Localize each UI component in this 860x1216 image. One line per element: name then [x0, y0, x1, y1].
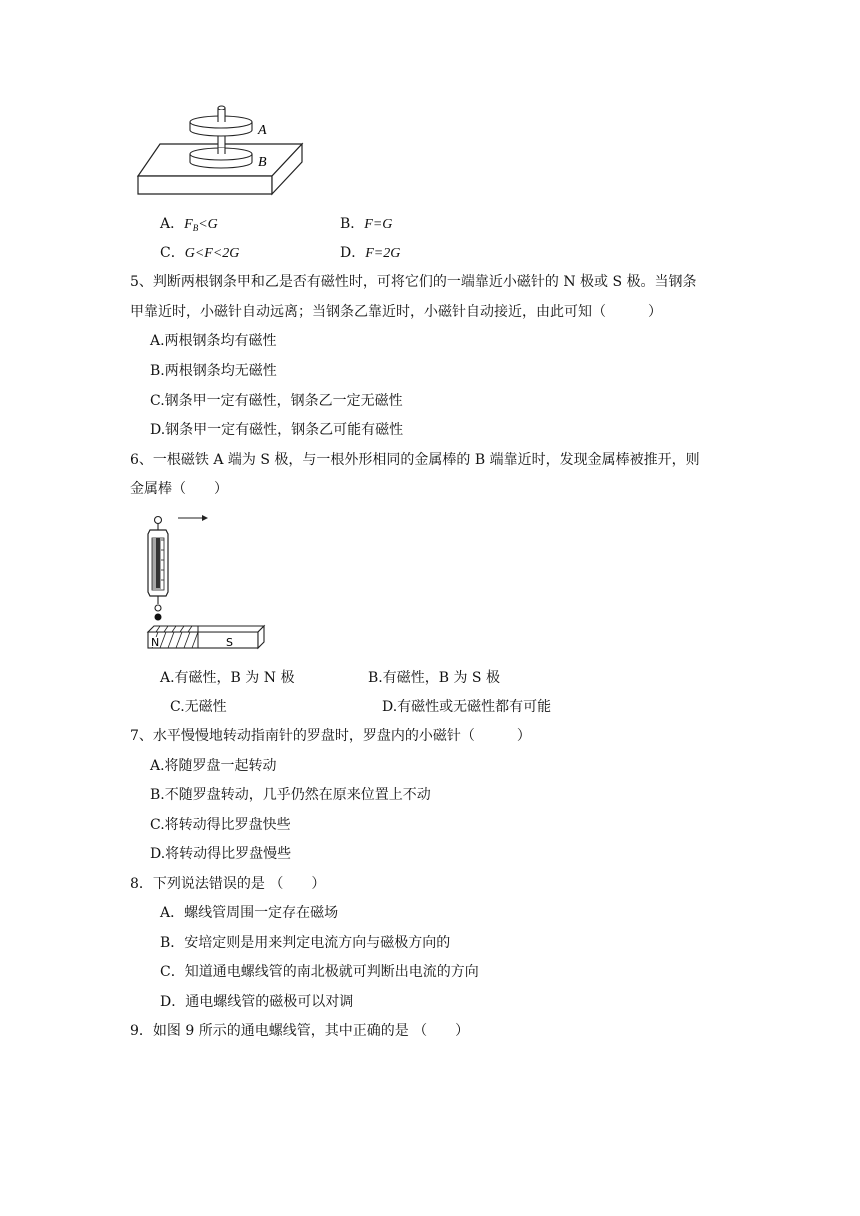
spring-balance-figure	[138, 512, 278, 662]
q5-stem-line2: 甲靠近时，小磁针自动远离；当钢条乙靠近时，小磁针自动接近，由此可知（ ）	[130, 304, 662, 320]
q9-stem: 9．如图 9 所示的通电螺线管，其中正确的是 （ ）	[130, 1023, 470, 1039]
label-a: A	[258, 123, 267, 138]
q7-option-c: C.将转动得比罗盘快些	[150, 817, 291, 833]
q5-option-d: D.钢条甲一定有磁性，钢条乙可能有磁性	[150, 422, 404, 438]
q6-stem-line1: 6、一根磁铁 A 端为 S 极，与一根外形相同的金属棒的 B 端靠近时，发现金属棒被推开，则	[130, 452, 700, 468]
q7-option-d: D.将转动得比罗盘慢些	[150, 846, 292, 862]
q6-stem-line2: 金属棒（ ）	[130, 481, 228, 497]
q8-option-d: D．通电螺线管的磁极可以对调	[160, 994, 354, 1010]
q8-stem: 8．下列说法错误的是 （ ）	[130, 876, 326, 892]
q4-option-d: D．F=2G	[340, 245, 401, 261]
label-b: B	[258, 155, 267, 170]
ring-magnet-figure	[130, 96, 310, 206]
q5-stem-line1: 5、判断两根钢条甲和乙是否有磁性时，可将它们的一端靠近小磁针的 N 极或 S 极。当钢条	[130, 274, 697, 290]
q6-option-a: A.有磁性，B 为 N 极	[160, 670, 295, 686]
q6-option-b: B.有磁性，B 为 S 极	[368, 670, 500, 686]
q4-option-c: C．G<F<2G	[160, 245, 240, 261]
q7-option-a: A.将随罗盘一起转动	[150, 758, 277, 774]
q8-option-b: B．安培定则是用来判定电流方向与磁极方向的	[160, 935, 451, 951]
q4-option-b: B．F=G	[340, 216, 393, 232]
q5-option-a: A.两根钢条均有磁性	[150, 333, 277, 349]
magnet-s-label: S	[226, 636, 233, 649]
q8-option-a: A．螺线管周围一定存在磁场	[160, 905, 339, 921]
q5-option-b: B.两根钢条均无磁性	[150, 363, 277, 379]
q6-option-d: D.有磁性或无磁性都有可能	[382, 699, 552, 715]
magnet-n-label: N	[151, 636, 160, 649]
q4-option-a: A．$F_B<G$	[160, 216, 218, 233]
q5-option-c: C.钢条甲一定有磁性，钢条乙一定无磁性	[150, 393, 403, 409]
q8-option-c: C．知道通电螺线管的南北极就可判断出电流的方向	[160, 964, 479, 980]
q7-option-b: B.不随罗盘转动，几乎仍然在原来位置上不动	[150, 787, 431, 803]
q6-option-c: C.无磁性	[170, 699, 227, 715]
q7-stem: 7、水平慢慢地转动指南针的罗盘时，罗盘内的小磁针（ ）	[130, 728, 531, 744]
